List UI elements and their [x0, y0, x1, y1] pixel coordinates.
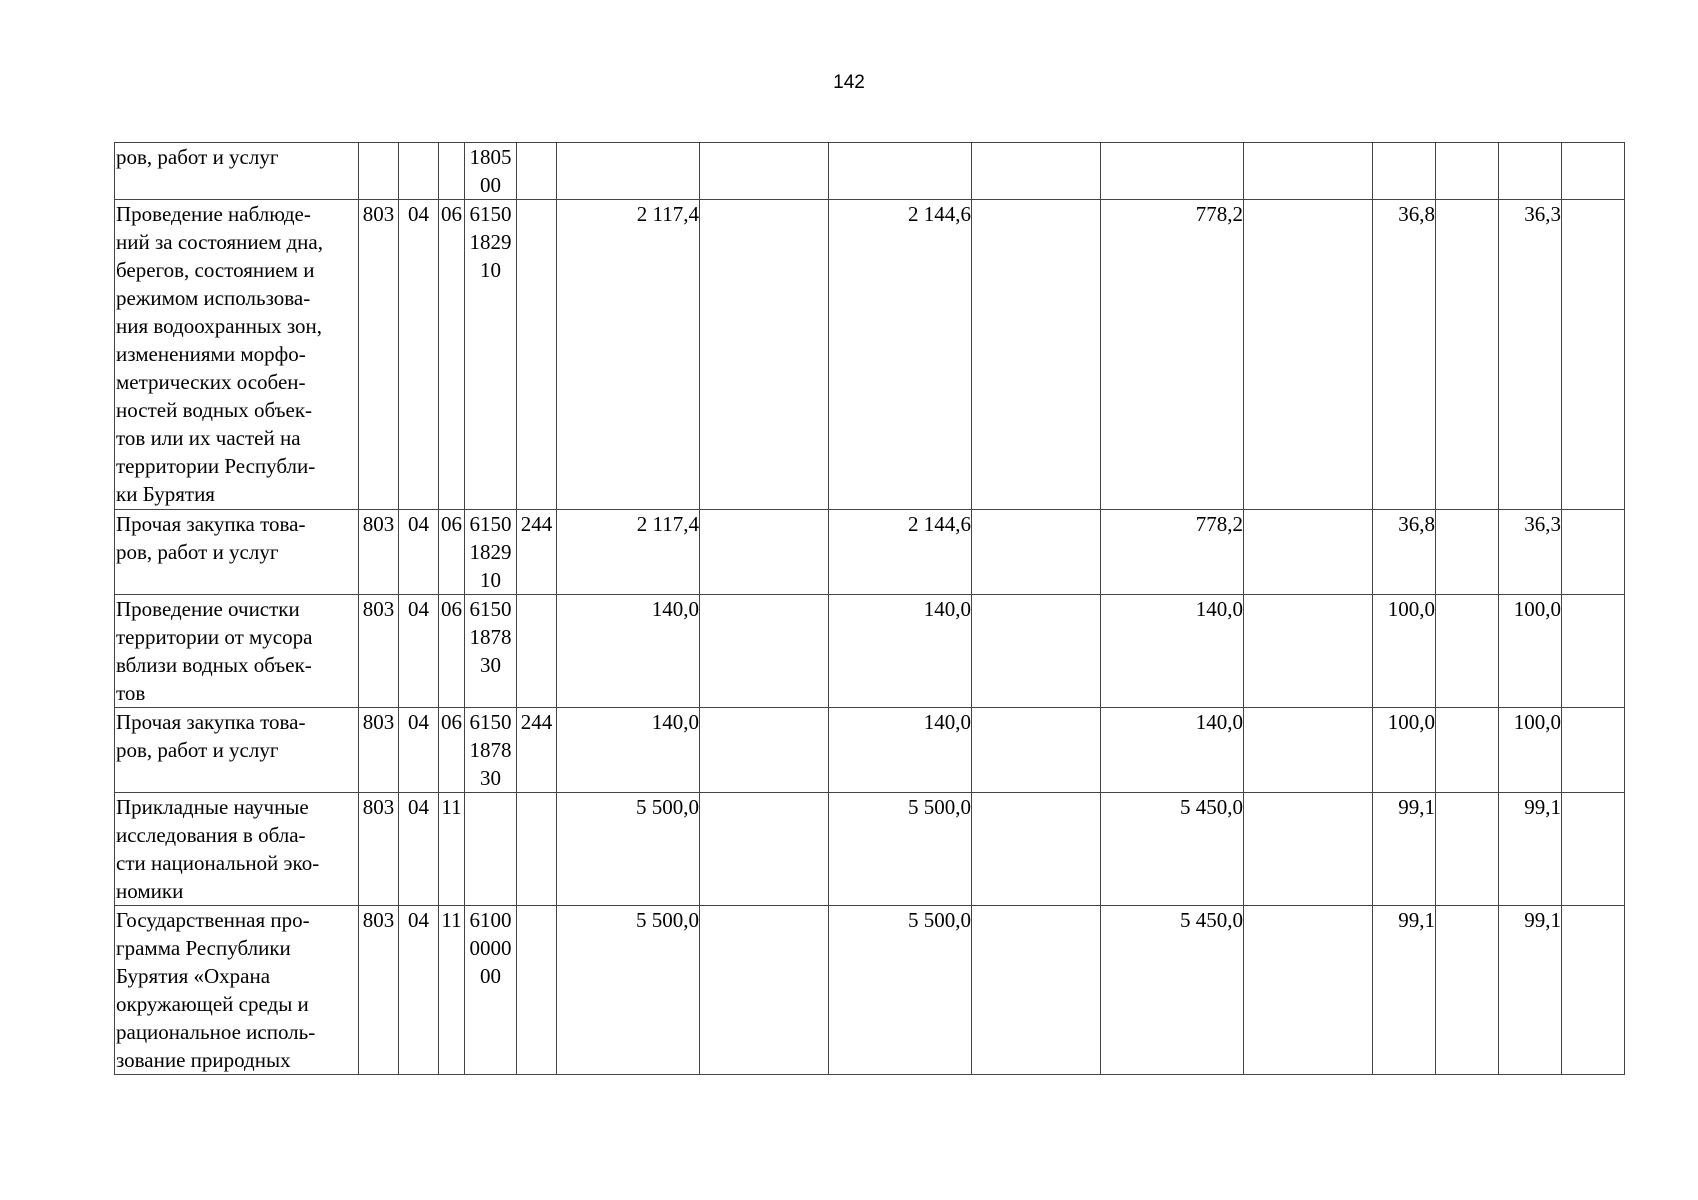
- cell-line: Проведение очистки: [116, 597, 300, 621]
- empty-cell: [700, 143, 829, 200]
- value-cell-1: 5 500,0: [557, 793, 700, 906]
- row-name-cell: [115, 200, 359, 510]
- value-cell-4: 99,1: [1373, 793, 1436, 906]
- value-cell-5: 100,0: [1499, 595, 1562, 708]
- subsection-code-cell: [439, 143, 465, 200]
- expense-type-cell: [517, 200, 557, 510]
- value-cell-4: 36,8: [1373, 200, 1436, 510]
- table-row: [115, 143, 1625, 200]
- empty-cell: [1244, 708, 1373, 793]
- empty-cell: [972, 510, 1101, 595]
- section-code-cell: 04: [399, 200, 439, 510]
- empty-cell: [1562, 793, 1625, 906]
- grbs-code-cell: 803: [359, 708, 399, 793]
- empty-cell: [1562, 510, 1625, 595]
- empty-cell: [1562, 708, 1625, 793]
- target-article-cell: [465, 906, 517, 1075]
- empty-cell: [972, 595, 1101, 708]
- cell-line: сти национальной эко-: [116, 851, 320, 875]
- empty-cell: [700, 200, 829, 510]
- value-cell-5: 99,1: [1499, 906, 1562, 1075]
- value-cell-1: 5 500,0: [557, 906, 700, 1075]
- empty-cell: [1436, 793, 1499, 906]
- value-cell-4: 100,0: [1373, 595, 1436, 708]
- section-code-cell: 04: [399, 906, 439, 1075]
- cell-line: зование природных: [116, 1048, 291, 1072]
- cell-line: 30: [480, 653, 501, 677]
- empty-cell: [972, 906, 1101, 1075]
- empty-cell: [700, 595, 829, 708]
- section-code-cell: 04: [399, 595, 439, 708]
- page-number: 142: [833, 72, 865, 93]
- grbs-code-cell: 803: [359, 200, 399, 510]
- empty-cell: [1436, 510, 1499, 595]
- target-article-cell: [465, 143, 517, 200]
- cell-line: 1829: [469, 540, 512, 564]
- target-article-cell: [465, 793, 517, 906]
- table-row: [115, 510, 1625, 595]
- empty-cell: [1562, 143, 1625, 200]
- budget-table: [114, 142, 1625, 1075]
- cell-line: исследования в обла-: [116, 823, 306, 847]
- target-article-cell: [465, 200, 517, 510]
- row-name-cell: [115, 510, 359, 595]
- cell-line: изменениями морфо-: [116, 342, 306, 366]
- grbs-code-cell: 803: [359, 793, 399, 906]
- cell-line: территории от мусора: [116, 625, 313, 649]
- cell-line: ров, работ и услуг: [116, 738, 279, 762]
- empty-cell: [1244, 510, 1373, 595]
- empty-cell: [972, 200, 1101, 510]
- cell-line: 00: [480, 173, 501, 197]
- value-cell-3: [1101, 143, 1244, 200]
- cell-line: тов или их частей на: [116, 426, 301, 450]
- grbs-code-cell: 803: [359, 510, 399, 595]
- cell-line: Государственная про-: [116, 908, 310, 932]
- cell-line: 1878: [469, 625, 512, 649]
- expense-type-cell: 244: [517, 510, 557, 595]
- cell-line: 6150: [469, 202, 512, 226]
- value-cell-3: 778,2: [1101, 510, 1244, 595]
- value-cell-5: 99,1: [1499, 793, 1562, 906]
- value-cell-3: 5 450,0: [1101, 793, 1244, 906]
- cell-line: тов: [116, 681, 146, 705]
- grbs-code-cell: [359, 143, 399, 200]
- expense-type-cell: [517, 595, 557, 708]
- cell-line: ностей водных объек-: [116, 398, 313, 422]
- empty-cell: [1244, 793, 1373, 906]
- target-article-cell: [465, 510, 517, 595]
- value-cell-2: 5 500,0: [829, 906, 972, 1075]
- empty-cell: [972, 708, 1101, 793]
- cell-line: берегов, состоянием и: [116, 258, 315, 282]
- cell-line: режимом использова-: [116, 286, 311, 310]
- empty-cell: [1244, 906, 1373, 1075]
- grbs-code-cell: 803: [359, 595, 399, 708]
- value-cell-5: 100,0: [1499, 708, 1562, 793]
- subsection-code-cell: 11: [439, 793, 465, 906]
- value-cell-1: 140,0: [557, 708, 700, 793]
- cell-line: ки Бурятия: [116, 482, 215, 506]
- cell-line: Проведение наблюде-: [116, 202, 311, 226]
- value-cell-4: [1373, 143, 1436, 200]
- empty-cell: [1244, 595, 1373, 708]
- cell-line: грамма Республики: [116, 936, 291, 960]
- value-cell-4: 100,0: [1373, 708, 1436, 793]
- target-article-cell: [465, 595, 517, 708]
- empty-cell: [972, 143, 1101, 200]
- cell-line: Бурятия «Охрана: [116, 964, 271, 988]
- value-cell-1: 140,0: [557, 595, 700, 708]
- value-cell-2: 5 500,0: [829, 793, 972, 906]
- row-name-cell: [115, 708, 359, 793]
- value-cell-3: 5 450,0: [1101, 906, 1244, 1075]
- cell-line: 00: [480, 964, 501, 988]
- section-code-cell: 04: [399, 793, 439, 906]
- value-cell-5: 36,3: [1499, 510, 1562, 595]
- cell-line: ров, работ и услуг: [116, 145, 279, 169]
- empty-cell: [700, 708, 829, 793]
- expense-type-cell: [517, 906, 557, 1075]
- value-cell-5: [1499, 143, 1562, 200]
- empty-cell: [1436, 708, 1499, 793]
- empty-cell: [700, 906, 829, 1075]
- subsection-code-cell: 06: [439, 595, 465, 708]
- section-code-cell: [399, 143, 439, 200]
- row-name-cell: [115, 793, 359, 906]
- expense-type-cell: [517, 143, 557, 200]
- empty-cell: [1562, 200, 1625, 510]
- value-cell-2: 140,0: [829, 708, 972, 793]
- cell-line: 0000: [469, 936, 512, 960]
- empty-cell: [1436, 143, 1499, 200]
- cell-line: 1805: [469, 145, 512, 169]
- value-cell-2: [829, 143, 972, 200]
- table-row: [115, 200, 1625, 510]
- cell-line: Прочая закупка това-: [116, 512, 306, 536]
- value-cell-4: 99,1: [1373, 906, 1436, 1075]
- row-name-cell: [115, 906, 359, 1075]
- cell-line: территории Республи-: [116, 454, 316, 478]
- cell-line: ния водоохранных зон,: [116, 314, 323, 338]
- empty-cell: [1562, 595, 1625, 708]
- subsection-code-cell: 06: [439, 200, 465, 510]
- empty-cell: [1436, 200, 1499, 510]
- value-cell-4: 36,8: [1373, 510, 1436, 595]
- value-cell-3: 140,0: [1101, 595, 1244, 708]
- value-cell-3: 140,0: [1101, 708, 1244, 793]
- cell-line: метрических особен-: [116, 370, 306, 394]
- empty-cell: [700, 793, 829, 906]
- value-cell-1: 2 117,4: [557, 510, 700, 595]
- table-row: [115, 595, 1625, 708]
- empty-cell: [1436, 595, 1499, 708]
- table-row: [115, 708, 1625, 793]
- empty-cell: [972, 793, 1101, 906]
- empty-cell: [700, 510, 829, 595]
- cell-line: 10: [480, 568, 501, 592]
- section-code-cell: 04: [399, 510, 439, 595]
- cell-line: рациональное исполь-: [116, 1020, 316, 1044]
- grbs-code-cell: 803: [359, 906, 399, 1075]
- value-cell-1: 2 117,4: [557, 200, 700, 510]
- empty-cell: [1244, 143, 1373, 200]
- empty-cell: [1436, 906, 1499, 1075]
- expense-type-cell: 244: [517, 708, 557, 793]
- cell-line: ров, работ и услуг: [116, 540, 279, 564]
- section-code-cell: 04: [399, 708, 439, 793]
- cell-line: 6100: [469, 908, 512, 932]
- cell-line: вблизи водных объек-: [116, 653, 312, 677]
- value-cell-5: 36,3: [1499, 200, 1562, 510]
- value-cell-2: 140,0: [829, 595, 972, 708]
- table-row: [115, 906, 1625, 1075]
- cell-line: 6150: [469, 710, 512, 734]
- value-cell-2: 2 144,6: [829, 510, 972, 595]
- empty-cell: [1244, 200, 1373, 510]
- subsection-code-cell: 06: [439, 510, 465, 595]
- expense-type-cell: [517, 793, 557, 906]
- empty-cell: [1562, 906, 1625, 1075]
- cell-line: ний за состоянием дна,: [116, 230, 323, 254]
- row-name-cell: [115, 595, 359, 708]
- cell-line: Прикладные научные: [116, 795, 309, 819]
- value-cell-2: 2 144,6: [829, 200, 972, 510]
- cell-line: 10: [480, 258, 501, 282]
- cell-line: окружающей среды и: [116, 992, 309, 1016]
- value-cell-3: 778,2: [1101, 200, 1244, 510]
- cell-line: 6150: [469, 597, 512, 621]
- cell-line: 1878: [469, 738, 512, 762]
- cell-line: 6150: [469, 512, 512, 536]
- target-article-cell: [465, 708, 517, 793]
- cell-line: Прочая закупка това-: [116, 710, 306, 734]
- table-row: [115, 793, 1625, 906]
- cell-line: номики: [116, 879, 184, 903]
- subsection-code-cell: 11: [439, 906, 465, 1075]
- row-name-cell: [115, 143, 359, 200]
- subsection-code-cell: 06: [439, 708, 465, 793]
- value-cell-1: [557, 143, 700, 200]
- cell-line: 1829: [469, 230, 512, 254]
- cell-line: 30: [480, 766, 501, 790]
